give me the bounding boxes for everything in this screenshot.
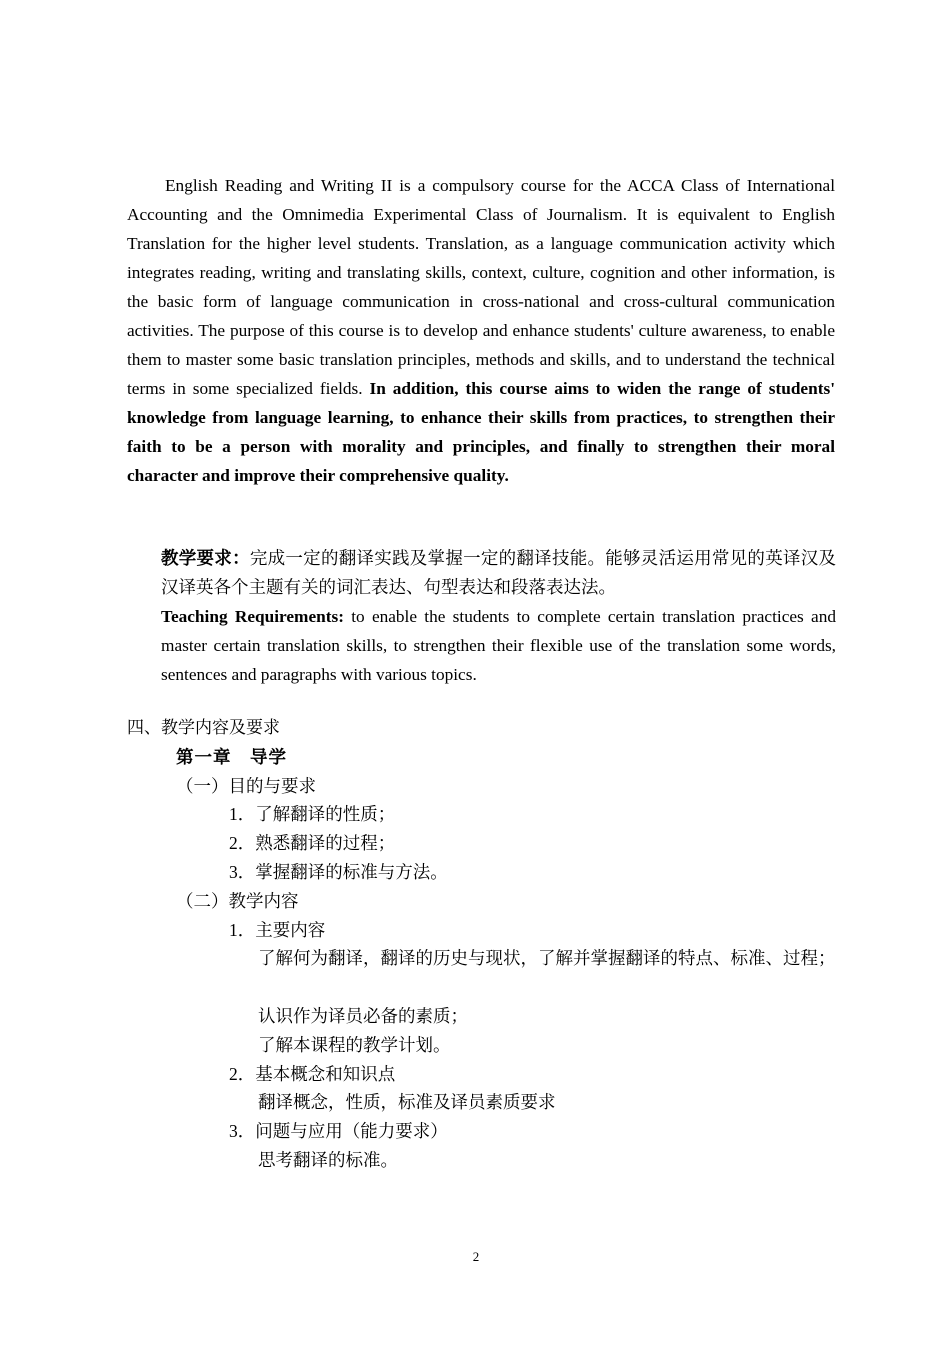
item2-title: 2．基本概念和知识点 [229,1064,396,1084]
part1-title: （一）目的与要求 [176,776,316,796]
list-item: 2．熟悉翻译的过程； [229,833,396,853]
teaching-requirements-zh [161,544,836,602]
course-description-paragraph [127,171,835,490]
item1-title: 1．主要内容 [229,920,326,940]
teaching-requirements-zh-label: 教学要求： [161,548,250,568]
chapter-heading: 第一章 导学 [176,747,287,767]
course-description-text: English Reading and Writing II is a compulsory course for the ACCA Class of International Accounting and the Omnimedia Experimental Class of Journalism. It is equivalent to English Translation for the higher level students. Translation, as a language communication activity which integrates reading, writing and translating skills, context, culture, cognition and other information, is the basic form of language communication in cross-national and cross-cultural communication activities. The purpose of this course is to develop and enhance students' culture awareness, to enable them to master some basic translation principles, methods and skills, and to understand the technical terms in some specialized fields. [127,176,835,398]
item1-line: 了解何为翻译，翻译的历史与现状，了解并掌握翻译的特点、标准、过程； [258,948,836,968]
item1-line: 认识作为译员必备的素质； [258,1006,468,1026]
teaching-requirements-block [161,544,836,689]
teaching-requirements-en-label: Teaching Requirements: [161,607,344,626]
item3-line: 思考翻译的标准。 [258,1150,398,1170]
list-item: 1．了解翻译的性质； [229,804,396,824]
part2-title: （二）教学内容 [176,891,299,911]
page-number: 2 [472,1249,480,1264]
list-item: 3．掌握翻译的标准与方法。 [229,862,448,882]
teaching-requirements-zh-text: 完成一定的翻译实践及掌握一定的翻译技能。能够灵活运用常见的英译汉及汉译英各个主题有关的词汇表达、句型表达和段落表达法。 [161,548,837,597]
teaching-requirements-en-text: to enable the students to complete certain translation practices and master certain translation skills, to strengthen their flexible use of the translation some words, sentences and paragraphs with various topics. [161,607,836,684]
teaching-requirements-en [161,602,836,689]
section-heading: 四、教学内容及要求 [127,718,280,738]
item2-line: 翻译概念，性质，标准及译员素质要求 [258,1092,556,1112]
course-description-bold-text: In addition, this course aims to widen the range of students' knowledge from language learning, to enhance their skills from practices, to strengthen their faith to be a person with morality and principles, and finally to strengthen their moral character and improve their comprehensive quality. [127,379,835,485]
item3-title: 3．问题与应用（能力要求） [229,1121,448,1141]
item1-line: 了解本课程的教学计划。 [258,1035,451,1055]
